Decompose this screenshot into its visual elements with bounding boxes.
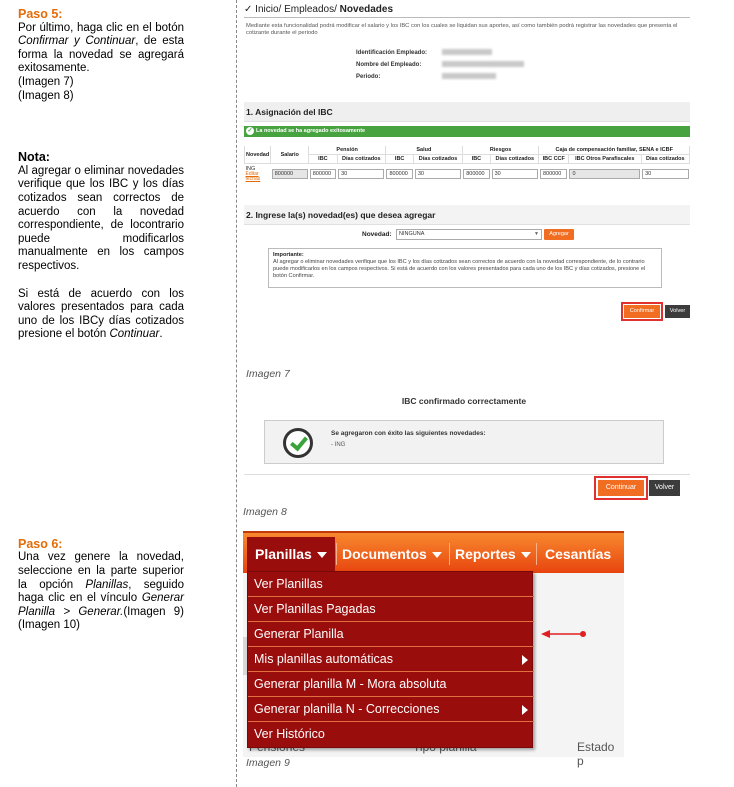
paso6-e: (Imagen 9) (Imagen 10): [18, 605, 185, 632]
important-body: Al agregar o eliminar novedades verifique que los IBC y los días cotizados sean correctos de acuerdo con la novedad correspondiente, de lo contrario puede modificarlos en los campos respectivos. Si está de acuerdo con los valores presentados para cada uno de los IBC y días cotizados, presione el botón Confirmar.: [273, 259, 646, 279]
novedad-label: Novedad:: [362, 231, 392, 238]
th-ibc-ccf: IBC CCF: [539, 155, 568, 164]
confirmation-box: [264, 420, 664, 464]
name-label: Nombre del Empleado:: [356, 62, 422, 68]
pension-ibc-input[interactable]: 800000: [310, 169, 336, 179]
confirmation-message: Se agregaron con éxito las siguientes novedades:: [331, 430, 486, 437]
screenshot-imagen-7: [244, 0, 692, 332]
th-dias: Días cotizados: [414, 155, 462, 164]
period-label: Periodo:: [356, 74, 381, 80]
menu-item-ver-planillas[interactable]: Ver Planillas: [248, 572, 534, 597]
th-ibc: IBC: [462, 155, 490, 164]
th-pension: Pensión: [309, 146, 386, 155]
chevron-right-icon: [522, 655, 528, 665]
continuar-button[interactable]: Continuar: [598, 480, 644, 496]
riesgos-dias-input[interactable]: 30: [492, 169, 538, 179]
menu-planillas-label: Planillas: [255, 546, 312, 562]
ccf-ibc-input[interactable]: 800000: [540, 169, 567, 179]
th-riesgos: Riesgos: [462, 146, 539, 155]
menu-reportes[interactable]: [455, 542, 531, 566]
nota-body-2a: Si está de acuerdo con los valores presentados para cada uno de los IBCy días cotizados presione el botón: [18, 287, 184, 341]
th-ibc: IBC: [309, 155, 337, 164]
caret-down-icon: [317, 552, 327, 558]
table-row: [245, 164, 690, 185]
menu-reportes-label: Reportes: [455, 546, 516, 562]
menu-documentos[interactable]: [342, 542, 442, 566]
menu-item-label: Mis planillas automáticas: [254, 652, 393, 666]
pointer-arrow-icon: [541, 629, 589, 639]
novedad-value: ING: [245, 166, 256, 172]
chevron-right-icon: [522, 705, 528, 715]
paso6-d: Generar Planilla > Generar.: [18, 592, 184, 618]
page-description: Mediante esta funcionalidad podrá modificar el salario y los IBC con los cuales se liquidan sus aportes, así como también podrá registrar las novedades que presenta el cotizante durante el periodo: [246, 23, 678, 36]
paso6-a: Una vez genere la novedad, seleccione en la parte superior la opción: [18, 551, 184, 591]
caption-imagen-7: Imagen 7: [246, 368, 290, 380]
th-salario: Salario: [271, 146, 309, 164]
th-ibc-otros: IBC Otros Parafiscales: [568, 155, 641, 164]
caret-down-icon: [432, 552, 442, 558]
th-salud: Salud: [385, 146, 462, 155]
menu-item-ver-planillas-pagadas[interactable]: Ver Planillas Pagadas: [248, 597, 534, 622]
nota-body-2b: Continuar: [109, 328, 160, 341]
nota-body-2: [18, 288, 184, 342]
section-ingrese-novedad: 2. Ingrese la(s) novedad(es) que desea agregar: [244, 205, 690, 225]
menu-cesantias[interactable]: Cesantías: [545, 546, 612, 562]
paso5-body: Por último, haga clic en el botón Confirmar y Continuar, de esta forma la novedad se agregará exitosamente. (Imagen 7) (Imagen 8): [18, 21, 184, 102]
paso5-title: Paso 5:: [18, 7, 63, 21]
divider: [244, 474, 690, 475]
menu-separator: [449, 543, 450, 565]
th-ibc: IBC: [385, 155, 413, 164]
menu-item-planilla-m[interactable]: Generar planilla M - Mora absoluta: [248, 672, 534, 697]
th-dias: Días cotizados: [641, 155, 689, 164]
menu-item-ver-historico[interactable]: Ver Histórico: [254, 727, 325, 741]
novedad-select[interactable]: [396, 229, 542, 240]
screenshot-imagen-8: [244, 388, 690, 503]
ibc-table: [244, 146, 690, 184]
caption-imagen-8: Imagen 8: [243, 506, 287, 518]
chevron-down-icon: ▼: [534, 231, 539, 237]
th-dias: Días cotizados: [337, 155, 385, 164]
column-divider: [236, 0, 237, 787]
employee-info-values-blurred: [442, 49, 524, 85]
confirmation-item: - ING: [331, 442, 346, 448]
nota-body: Al agregar o eliminar novedades verifique que los IBC y los días cotizados sean correctos de acuerdo con la novedad correspondiente, de locontrario puede modificarlos manualmente en los campos respectivos.: [18, 164, 184, 272]
menu-separator: [336, 543, 337, 565]
volver-button[interactable]: Volver: [665, 305, 690, 318]
check-icon: ✓: [247, 128, 253, 134]
important-title: Importante:: [273, 252, 304, 258]
volver-button[interactable]: Volver: [649, 480, 680, 496]
paso6-b: Planillas: [85, 578, 129, 591]
caption-imagen-9: Imagen 9: [246, 757, 290, 769]
caret-down-icon: [521, 552, 531, 558]
menu-separator: [536, 543, 537, 565]
th-dias: Días cotizados: [491, 155, 539, 164]
menu-item-generar-planilla[interactable]: Generar Planilla: [248, 622, 534, 647]
paso6-title: Paso 6:: [18, 536, 63, 551]
divider: [244, 17, 690, 18]
cell-novedad: [245, 164, 271, 185]
nota-title: Nota:: [18, 150, 50, 165]
menu-planillas[interactable]: [255, 542, 327, 566]
breadcrumb-current: Novedades: [339, 4, 394, 15]
caja-dias-input[interactable]: 30: [642, 169, 688, 179]
success-text: La novedad se ha agregado exitosamente: [256, 128, 366, 134]
th-novedad: Novedad: [245, 146, 271, 164]
confirmar-button[interactable]: Confirmar: [624, 305, 660, 318]
bg-estado: Estado p: [577, 740, 615, 768]
employee-info-labels: [356, 47, 427, 83]
id-label: Identificación Empleado:: [356, 50, 428, 56]
th-caja: Caja de compensación familiar, SENA e ICBF: [539, 146, 690, 155]
planillas-dropdown: [247, 571, 533, 748]
otros-ibc-input[interactable]: 0: [569, 169, 640, 179]
menu-documentos-label: Documentos: [342, 546, 427, 562]
salud-dias-input[interactable]: 30: [415, 169, 461, 179]
main-menu-bar: [243, 531, 624, 573]
salario-input[interactable]: 800000: [272, 169, 308, 179]
breadcrumb: ✓ Inicio/ Empleados/ Novedades: [244, 4, 394, 15]
paso6-body: [18, 551, 184, 633]
success-banner: [244, 126, 690, 137]
editar-fechas-link[interactable]: Editar fechas: [245, 171, 261, 182]
agregar-button[interactable]: Agregar: [544, 229, 574, 240]
confirmation-title: IBC confirmado correctamente: [401, 396, 527, 406]
section-asignacion-ibc: 1. Asignación del IBC: [244, 102, 690, 122]
pension-dias-input[interactable]: 30: [338, 169, 384, 179]
breadcrumb-path[interactable]: Inicio/ Empleados/: [255, 4, 340, 15]
novedad-select-value: NINGUNA: [399, 231, 425, 237]
paso6-c: , seguido haga clic en el vínculo: [18, 578, 184, 605]
menu-item-mis-planillas-automaticas[interactable]: [248, 647, 534, 672]
menu-item-label: Generar planilla N - Correcciones: [254, 702, 440, 716]
important-notice: [268, 248, 662, 288]
nota-body-2c: .: [159, 328, 163, 341]
salud-ibc-input[interactable]: 800000: [386, 169, 412, 179]
riesgos-ibc-input[interactable]: 800000: [463, 169, 489, 179]
instructions-column: [18, 8, 184, 633]
check-circle-icon: [283, 428, 313, 458]
menu-item-planilla-n[interactable]: [248, 697, 534, 722]
